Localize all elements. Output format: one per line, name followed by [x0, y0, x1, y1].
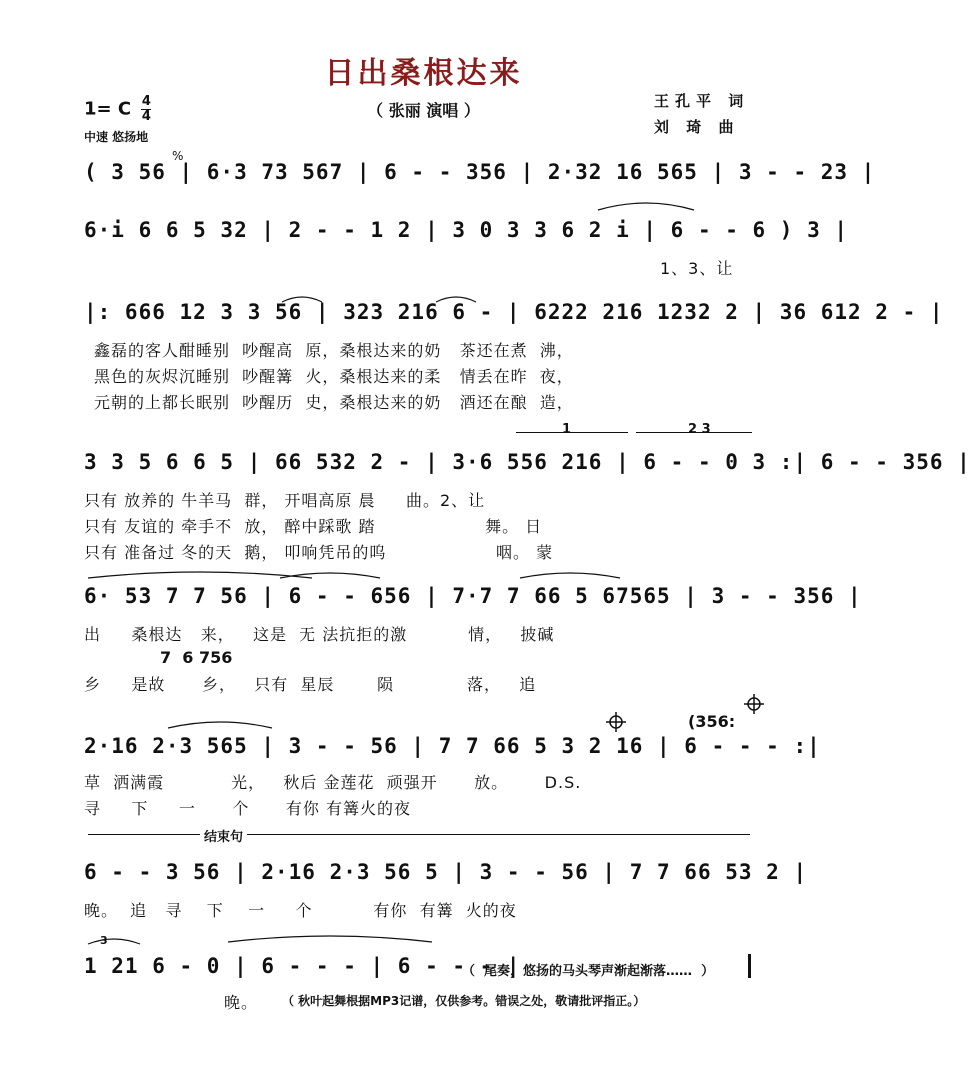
lyric-row-4-verse-2: 只有 友谊的 牵手不 放， 醉中踩歌 踏 舞。 日: [84, 517, 543, 536]
tempo-marking: 中速 悠扬地: [84, 130, 149, 144]
slur-8: [228, 936, 432, 942]
lyric-row-5-verse-2: 乡 是故 乡， 只有 星辰 陨 落， 追: [84, 675, 537, 694]
song-title: 日出桑根达来: [324, 56, 523, 91]
lyric-row-3-verse-2: 黑色的灰烬沉睡别 吵醒篝 火，桑根达来的柔 情丢在昨 夜，: [94, 367, 574, 386]
notation-row-4: 3 3 5 6 6 5 | 66 532 2 - | 3·6 556 216 | 6 - - 0 3 :| 6 - - 356 |: [84, 450, 971, 474]
triplet-slur: [88, 939, 140, 944]
lyric-row-6-verse-1: 草 洒满霞 光， 秋后 金莲花 顽强开 放。 D.S.: [84, 773, 582, 792]
lyric-row-4-verse-3: 只有 准备过 冬的天 鹅， 叩响凭吊的呜 咽。 蒙: [84, 543, 554, 562]
coda-sign-2: [744, 694, 764, 714]
lyricist-credit: 王孔平 词: [654, 92, 750, 110]
lyric-row-3-verse-3: 元朝的上都长眠别 吵醒历 史，桑根达来的奶 酒还在酿 造，: [94, 393, 574, 412]
ending-phrase-label: 结束句: [200, 826, 247, 845]
lyric-row-3-verse-1: 鑫磊的客人酣睡别 吵醒高 原，桑根达来的奶 茶还在煮 沸，: [94, 341, 574, 360]
slur-1: [598, 203, 694, 210]
slur-4: [88, 572, 312, 578]
slur-5: [280, 573, 380, 578]
slur-2: [282, 297, 322, 302]
notation-row-6: 2·16 2·3 565 | 3 - - 56 | 7 7 66 5 3 2 16 | 6 - - - :|: [84, 734, 821, 758]
svg-text:%: %: [172, 149, 184, 163]
volta-2-label: 2 3: [688, 422, 711, 437]
notation-row-1: ( 3 56 | 6·3 73 567 | 6 - - 356 | 2·32 16 565 | 3 - - 23 |: [84, 160, 876, 184]
variant-notes: 7 6 756: [160, 648, 233, 667]
slur-6: [520, 573, 620, 578]
slur-7: [168, 722, 272, 728]
outro-note: （ 尾奏，悠扬的马头琴声渐起渐落…… ）: [462, 964, 715, 979]
lyric-row-8: 晚。: [224, 993, 259, 1012]
transcription-note: （ 秋叶起舞根据MP3记谱，仅供参考。错误之处，敬请批评指正。）: [282, 994, 646, 1008]
notation-row-2: 6·i 6 6 5 32 | 2 - - 1 2 | 3 0 3 3 6 2 i | 6 - - 6 ) 3 |: [84, 218, 849, 242]
lyric-row-2: 1、3、让: [660, 259, 734, 278]
notation-row-3: |: 666 12 3 3 56 | 323 216 6 - | 6222 216 1232 2 | 36 612 2 - |: [84, 300, 944, 324]
singer-credit: （ 张丽 演唱 ）: [367, 101, 480, 120]
lyric-row-4-verse-1: 只有 放养的 牛羊马 群， 开唱高原 晨 曲。2、让: [84, 491, 486, 510]
notation-row-8: 1 21 6 - 0 | 6 - - - | 6 - - - |: [84, 954, 521, 978]
notation-row-7: 6 - - 3 56 | 2·16 2·3 56 5 | 3 - - 56 | 7 7 66 53 2 |: [84, 860, 808, 884]
lyric-row-6-verse-2: 寻 下 一 个 有你 有篝火的夜: [84, 799, 411, 818]
coda-sign-1: [606, 712, 626, 732]
segno-sign: [172, 149, 183, 163]
lyric-row-7: 晚。 追 寻 下 一 个 有你 有篝 火的夜: [84, 901, 517, 920]
composer-credit: 刘 琦 曲: [654, 118, 740, 136]
triplet-mark: 3: [100, 934, 108, 947]
time-bottom: 4: [141, 109, 151, 124]
key-label: 1= C: [84, 98, 132, 120]
slur-3: [436, 297, 476, 302]
notation-row-5: 6· 53 7 7 56 | 6 - - 656 | 7·7 7 66 5 67565 | 3 - - 356 |: [84, 584, 862, 608]
volta-1-label: 1: [562, 422, 572, 437]
lyric-row-5-verse-1: 出 桑根达 来， 这是 无 法抗拒的激 情， 披碱: [84, 625, 555, 644]
time-top: 4: [141, 94, 151, 109]
repeat-bracket-notes: (356:: [688, 712, 736, 731]
